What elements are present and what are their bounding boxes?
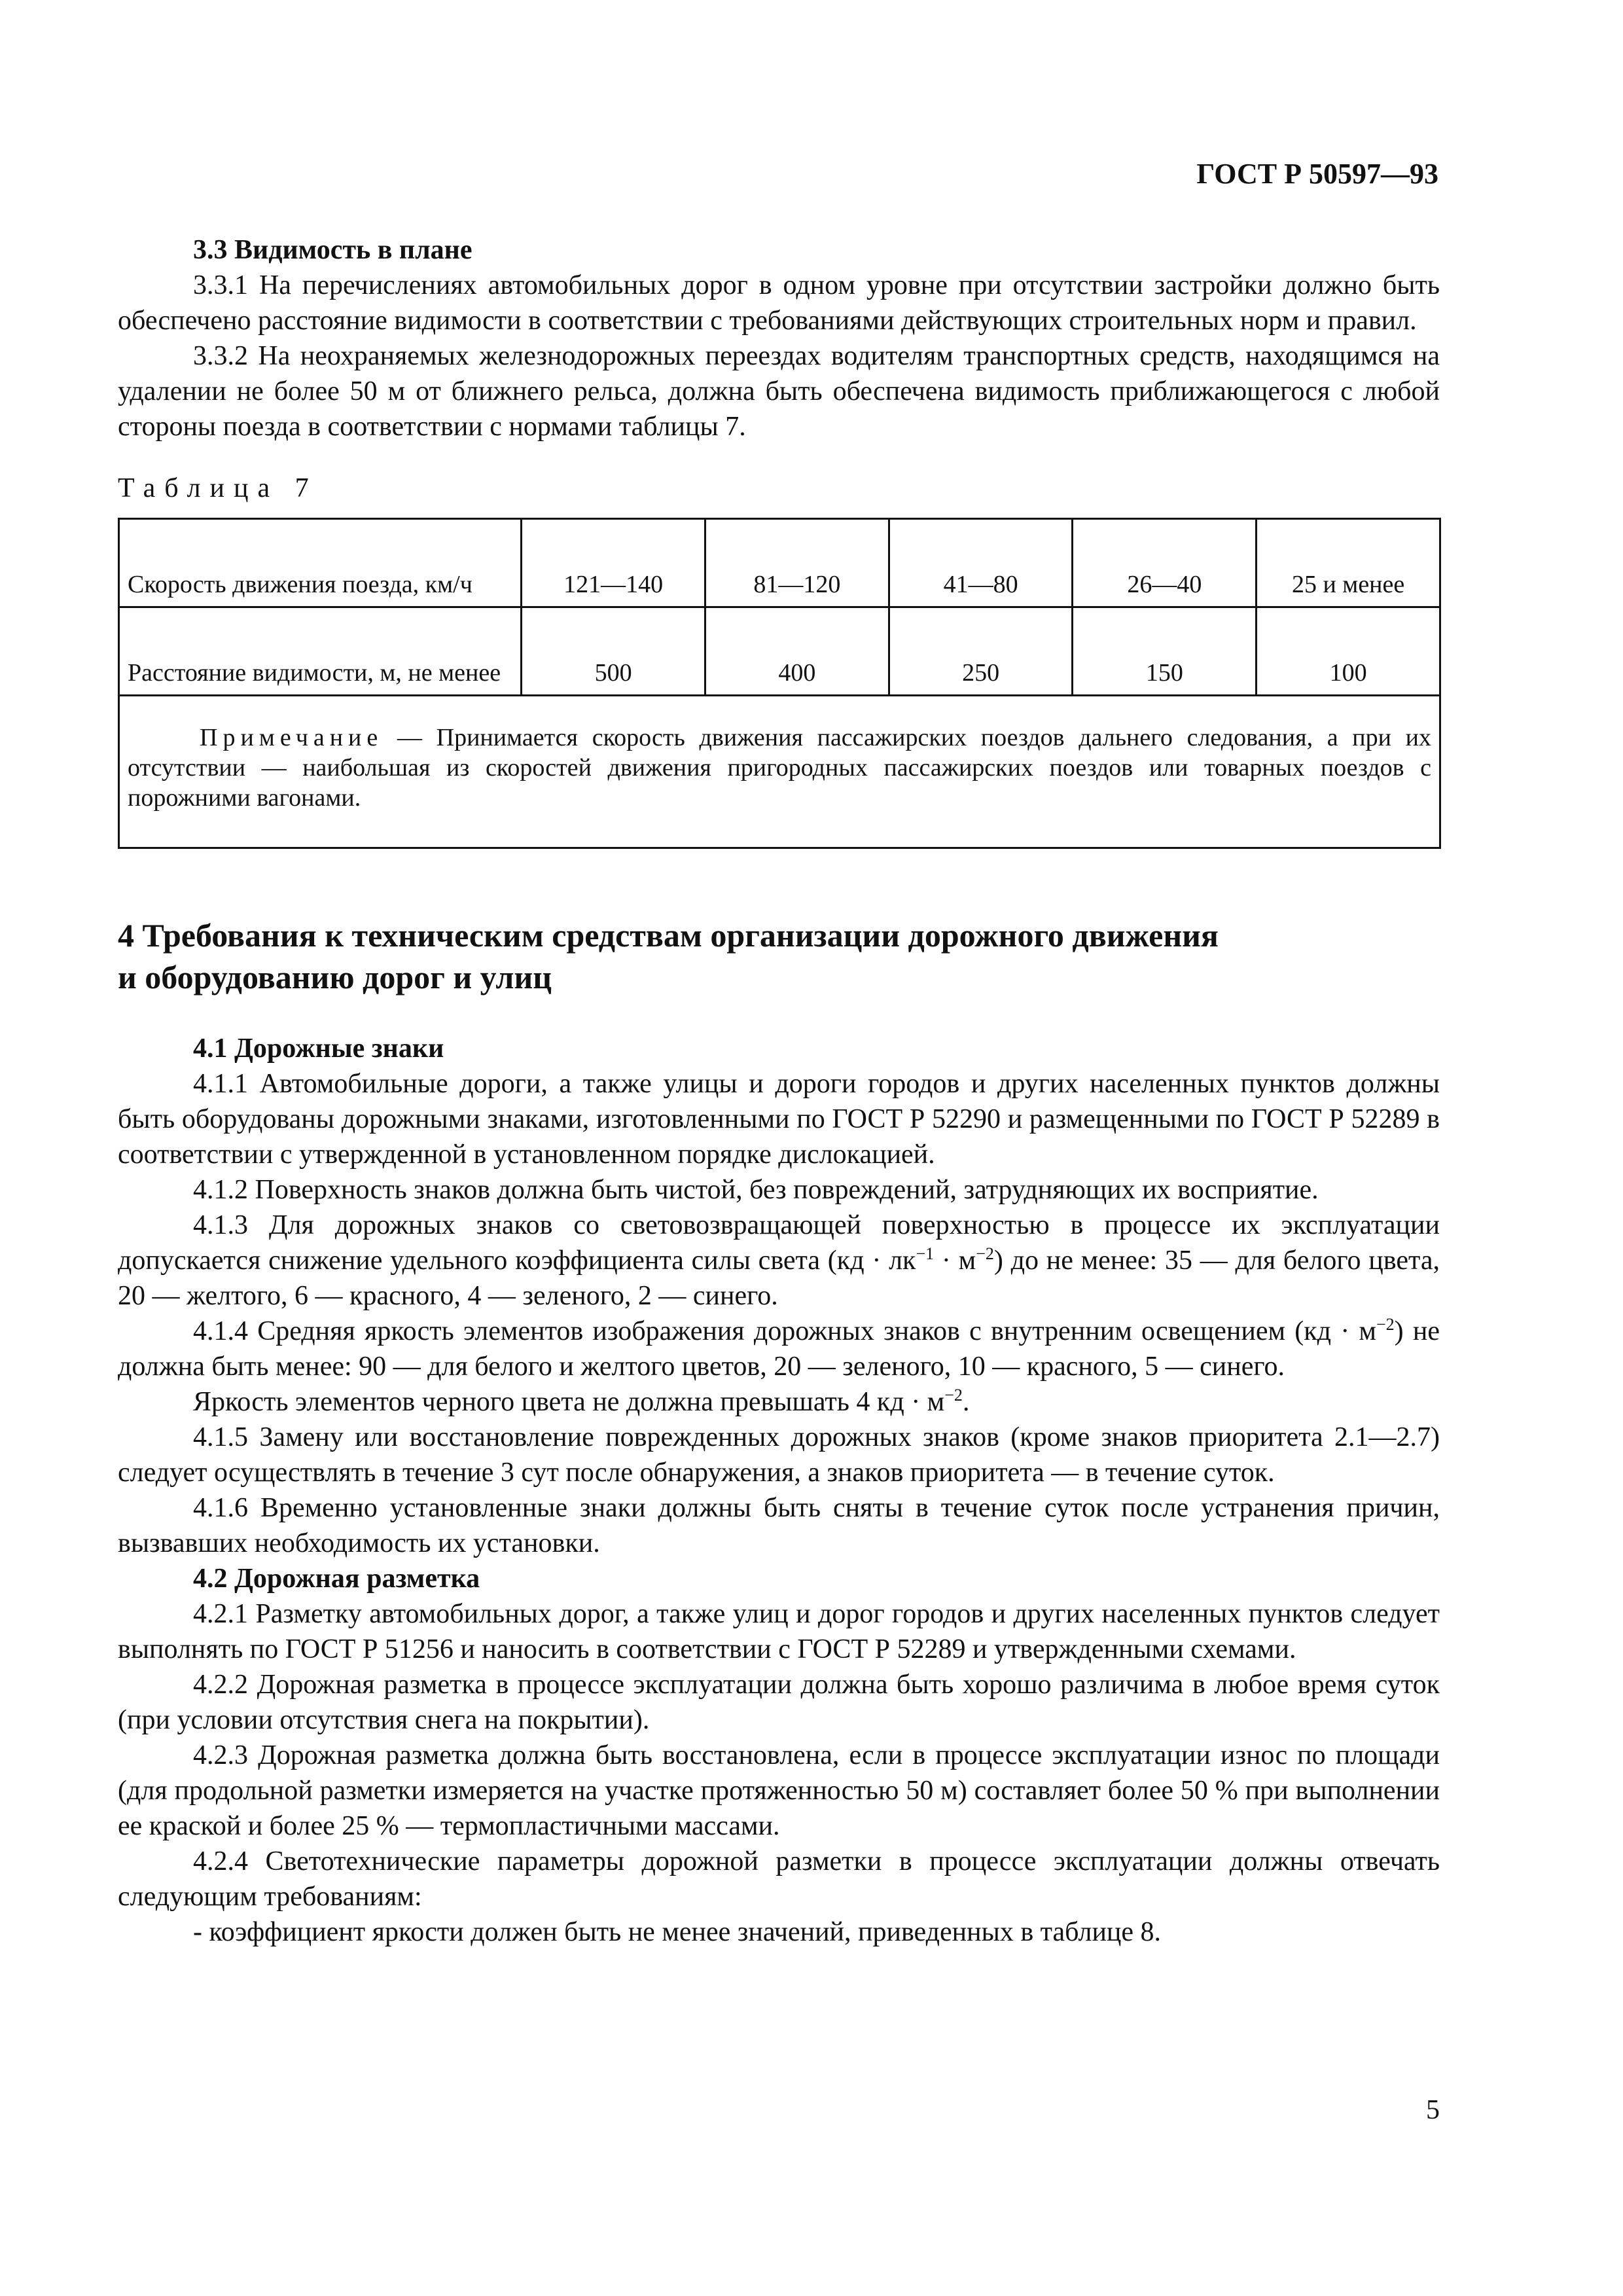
superscript: −2 bbox=[944, 1386, 963, 1405]
paragraph-4-2-3: 4.2.3 Дорожная разметка должна быть восстановлена, если в процессе эксплуатации износ по площади (для продольной разметки измеряется на участке протяженностью 50 м) составляет более 50 % при выполнении ее краской и более 25 % — термопластичными массами. bbox=[118, 1740, 1440, 1841]
chapter-4-title-line1: 4 Требования к техническим средствам организации дорожного движения bbox=[118, 917, 1219, 954]
table-note bbox=[119, 696, 1440, 848]
note-label: Примечание bbox=[200, 724, 383, 751]
paragraph-4-1-4 bbox=[118, 1314, 1440, 1384]
paragraph-4-2-1: 4.2.1 Разметку автомобильных дорог, а также улиц и дорог городов и других населенных пунктов следует выполнять по ГОСТ Р 51256 и наносить в соответствии с ГОСТ Р 52289 и утвержденными схемами. bbox=[118, 1599, 1440, 1664]
paragraph-text: Яркость элементов черного цвета не должна превышать 4 кд · м bbox=[193, 1387, 945, 1417]
paragraph-4-1-3 bbox=[118, 1208, 1440, 1314]
paragraph-4-1-5: 4.1.5 Замену или восстановление поврежденных дорожных знаков (кроме знаков приоритета 2.1—2.7) следует осуществлять в течение 3 сут после обнаружения, а знаков приоритета — в течение суток. bbox=[118, 1422, 1440, 1488]
superscript: −2 bbox=[1376, 1315, 1395, 1334]
paragraph-text: 4.1.4 Средняя яркость элементов изображения дорожных знаков с внутренним освещением (кд · м bbox=[193, 1316, 1376, 1346]
chapter-4-title bbox=[118, 914, 1440, 998]
list-item: - коэффициент яркости должен быть не менее значений, приведенных в таблице 8. bbox=[193, 1917, 1162, 1947]
table-cell: 81—120 bbox=[705, 519, 889, 607]
paragraph-text: ) до не менее: 35 — для белого цвета, 20 — желтого, 6 — красного, 4 — зеленого, 2 — синего. bbox=[118, 1246, 1440, 1311]
paragraph-text: 4.1.3 Для дорожных знаков со световозвращающей поверхностью в процессе их эксплуатации допускается снижение удельного коэффициента силы света (кд · лк bbox=[118, 1210, 1440, 1276]
document-code: ГОСТ Р 50597—93 bbox=[1196, 158, 1438, 190]
paragraph-4-2-4: 4.2.4 Светотехнические параметры дорожной разметки в процессе эксплуатации должны отвечать следующим требованиям: bbox=[118, 1846, 1440, 1912]
table-7 bbox=[118, 518, 1441, 849]
section-4-1-title: 4.1 Дорожные знаки bbox=[193, 1033, 444, 1064]
superscript: −1 bbox=[916, 1244, 935, 1263]
paragraph-text: · м bbox=[934, 1246, 976, 1276]
table-cell: 150 bbox=[1073, 607, 1257, 696]
table-row-header: Расстояние видимости, м, не менее bbox=[119, 607, 522, 696]
paragraph-4-1-6: 4.1.6 Временно установленные знаки должны быть сняты в течение суток после устранения причин, вызвавших необходимость их установки. bbox=[118, 1493, 1440, 1558]
table-row bbox=[119, 519, 1440, 607]
paragraph-3-3-1: 3.3.1 На перечислениях автомобильных дорог в одном уровне при отсутствии застройки должно быть обеспечено расстояние видимости в соответствии с требованиями действующих строительных норм и правил. bbox=[118, 270, 1440, 336]
paragraph-4-1-1: 4.1.1 Автомобильные дороги, а также улицы и дороги городов и других населенных пунктов должны быть оборудованы дорожными знаками, изготовленными по ГОСТ Р 52290 и размещенными по ГОСТ Р 52289 в соответствии с утвержденной в установленном порядке дислокацией. bbox=[118, 1069, 1440, 1170]
table-7-caption: Таблица 7 bbox=[118, 473, 318, 503]
table-cell: 250 bbox=[889, 607, 1073, 696]
paragraph-text: ) не должна быть менее: 90 — для белого и желтого цветов, 20 — зеленого, 10 — красного, 5 — синего. bbox=[118, 1316, 1440, 1382]
table-cell: 400 bbox=[705, 607, 889, 696]
paragraph-3-3-2: 3.3.2 На неохраняемых железнодорожных переездах водителям транспортных средств, находящимся на удалении не более 50 м от ближнего рельса, должна быть обеспечена видимость приближающегося с любой стороны поезда в соответствии с нормами таблицы 7. bbox=[118, 341, 1440, 442]
table-row bbox=[119, 607, 1440, 696]
section-4-2-title: 4.2 Дорожная разметка bbox=[193, 1564, 480, 1594]
paragraph-text: . bbox=[962, 1387, 970, 1417]
paragraph-4-2-2: 4.2.2 Дорожная разметка в процессе эксплуатации должна быть хорошо различима в любое время суток (при условии отсутствия снега на покрытии). bbox=[118, 1670, 1440, 1735]
table-cell: 100 bbox=[1257, 607, 1440, 696]
page-content bbox=[118, 232, 1440, 1950]
note-text: — Принимается скорость движения пассажирских поездов дальнего следования, а при их отсутствии — наибольшая из скоростей движения пригородных пассажирских поездов или товарных поездов с порожними вагонами. bbox=[128, 724, 1431, 812]
table-cell: 26—40 bbox=[1073, 519, 1257, 607]
table-cell: 121—140 bbox=[522, 519, 705, 607]
section-3-3-title: 3.3 Видимость в плане bbox=[193, 235, 473, 265]
table-cell: 500 bbox=[522, 607, 705, 696]
page-number: 5 bbox=[1426, 2095, 1440, 2125]
table-cell: 41—80 bbox=[889, 519, 1073, 607]
table-row-header: Скорость движения поезда, км/ч bbox=[119, 519, 522, 607]
paragraph-4-1-2: 4.1.2 Поверхность знаков должна быть чистой, без повреждений, затрудняющих их восприятие. bbox=[193, 1175, 1319, 1205]
paragraph-black-brightness bbox=[193, 1384, 1440, 1420]
table-note-row bbox=[119, 696, 1440, 848]
chapter-4-title-line2: и оборудованию дорог и улиц bbox=[118, 959, 552, 996]
superscript: −2 bbox=[976, 1244, 994, 1263]
table-cell: 25 и менее bbox=[1257, 519, 1440, 607]
